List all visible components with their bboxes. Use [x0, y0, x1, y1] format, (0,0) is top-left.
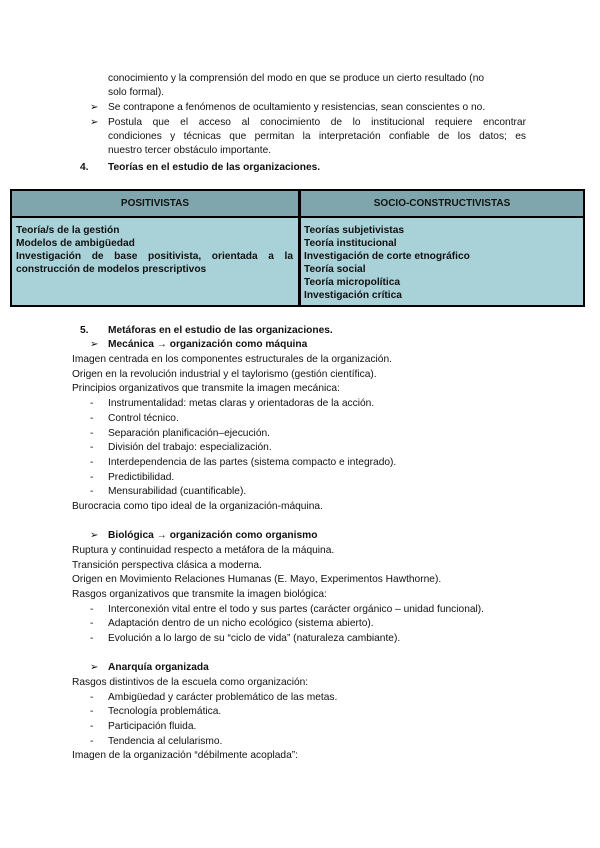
list-item: Separación planificación–ejecución.	[108, 428, 270, 439]
dash-bullet-icon: -	[90, 442, 94, 453]
table-cell-socio-constructivistas	[304, 224, 579, 302]
list-item: División del trabajo: especialización.	[108, 442, 272, 453]
list-item: Tendencia al celularismo.	[108, 736, 223, 747]
list-item: Interconexión vital entre el todo y sus partes (carácter orgánico – unidad funcional).	[108, 604, 485, 615]
anarquia-heading: Anarquía organizada	[108, 662, 209, 673]
list-item: Control técnico.	[108, 413, 179, 424]
dash-bullet-icon: -	[90, 486, 94, 497]
intro-line-1: conocimiento y la comprensión del modo en que se produce un cierto resultado (no	[108, 73, 485, 84]
section-5-number: 5.	[80, 325, 89, 336]
section-5-title: Metáforas en el estudio de las organizaciones.	[108, 325, 333, 336]
table-item: Teoría/s de la gestión	[16, 225, 120, 236]
list-item: Participación fluida.	[108, 721, 197, 732]
list-item: Tecnología problemática.	[108, 706, 222, 717]
table-cell-positivistas	[16, 224, 293, 276]
table-header-socio-constructivistas: SOCIO-CONSTRUCTIVISTAS	[301, 191, 583, 218]
mecanica-line: Imagen centrada en los componentes estructurales de la organización.	[72, 354, 392, 365]
dash-bullet-icon: -	[90, 692, 94, 703]
list-item: Ambigüedad y carácter problemático de las metas.	[108, 692, 338, 703]
dash-bullet-icon: -	[90, 706, 94, 717]
table-item: Modelos de ambigüedad	[16, 238, 135, 249]
dash-bullet-icon: -	[90, 457, 94, 468]
intro-bullet-3-line-3: nuestro tercer obstáculo importante.	[108, 145, 272, 156]
table-item: Teoría micropolítica	[304, 277, 401, 288]
table-item: Teorías subjetivistas	[304, 225, 405, 236]
mecanica-line: Principios organizativos que transmite la imagen mecánica:	[72, 383, 340, 394]
table-column-divider	[298, 191, 301, 305]
dash-bullet-icon: -	[90, 472, 94, 483]
biologica-line: Transición perspectiva clásica a moderna.	[72, 560, 262, 571]
anarquia-line: Rasgos distintivos de la escuela como organización:	[72, 677, 309, 688]
list-item: Adaptación dentro de un nicho ecológico (sistema abierto).	[108, 618, 374, 629]
table-item: Teoría institucional	[304, 238, 397, 249]
list-item: Mensurabilidad (cuantificable).	[108, 486, 247, 497]
intro-bullet-3-line-2: condiciones y técnicas que permitan la interpretación confiable de los datos; es	[108, 131, 526, 142]
arrow-bullet-icon: ➢	[90, 530, 99, 541]
list-item: Predictibilidad.	[108, 472, 175, 483]
list-item: Instrumentalidad: metas claras y orientadoras de la acción.	[108, 398, 375, 409]
biologica-line: Ruptura y continuidad respecto a metáfora de la máquina.	[72, 545, 335, 556]
dash-bullet-icon: -	[90, 604, 94, 615]
table-item: Investigación crítica	[304, 290, 402, 301]
intro-line-2: solo formal).	[108, 87, 165, 98]
list-item: Interdependencia de las partes (sistema compacto e integrado).	[108, 457, 397, 468]
dash-bullet-icon: -	[90, 633, 94, 644]
arrow-bullet-icon: ➢	[90, 102, 99, 113]
theories-table	[10, 189, 585, 307]
dash-bullet-icon: -	[90, 398, 94, 409]
table-item: construcción de modelos prescriptivos	[16, 264, 207, 275]
section-4-title: Teorías en el estudio de las organizaciones.	[108, 162, 321, 173]
table-item: Investigación de base positivista, orientada a la	[16, 251, 293, 262]
arrow-bullet-icon: ➢	[90, 339, 99, 350]
mecanica-heading: Mecánica → organización como máquina	[108, 339, 308, 350]
table-item: Investigación de corte etnográfico	[304, 251, 470, 262]
anarquia-closing: Imagen de la organización “débilmente acoplada”:	[72, 750, 298, 761]
dash-bullet-icon: -	[90, 736, 94, 747]
dash-bullet-icon: -	[90, 428, 94, 439]
intro-bullet-2: Se contrapone a fenómenos de ocultamiento y resistencias, sean conscientes o no.	[108, 102, 486, 113]
biologica-heading: Biológica → organización como organismo	[108, 530, 318, 541]
arrow-bullet-icon: ➢	[90, 117, 99, 128]
mecanica-line: Origen en la revolución industrial y el taylorismo (gestión científica).	[72, 369, 377, 380]
table-item: Teoría social	[304, 264, 366, 275]
mecanica-closing: Burocracia como tipo ideal de la organización-máquina.	[72, 501, 323, 512]
dash-bullet-icon: -	[90, 721, 94, 732]
dash-bullet-icon: -	[90, 618, 94, 629]
table-header-positivistas: POSITIVISTAS	[12, 191, 298, 218]
list-item: Evolución a lo largo de su “ciclo de vida” (naturaleza cambiante).	[108, 633, 401, 644]
biologica-line: Rasgos organizativos que transmite la imagen biológica:	[72, 589, 327, 600]
dash-bullet-icon: -	[90, 413, 94, 424]
biologica-line: Origen en Movimiento Relaciones Humanas (E. Mayo, Experimentos Hawthorne).	[72, 574, 442, 585]
arrow-bullet-icon: ➢	[90, 662, 99, 673]
intro-bullet-3-line-1: Postula que el acceso al conocimiento de lo institucional requiere encontrar	[108, 117, 526, 128]
section-4-number: 4.	[80, 162, 89, 173]
